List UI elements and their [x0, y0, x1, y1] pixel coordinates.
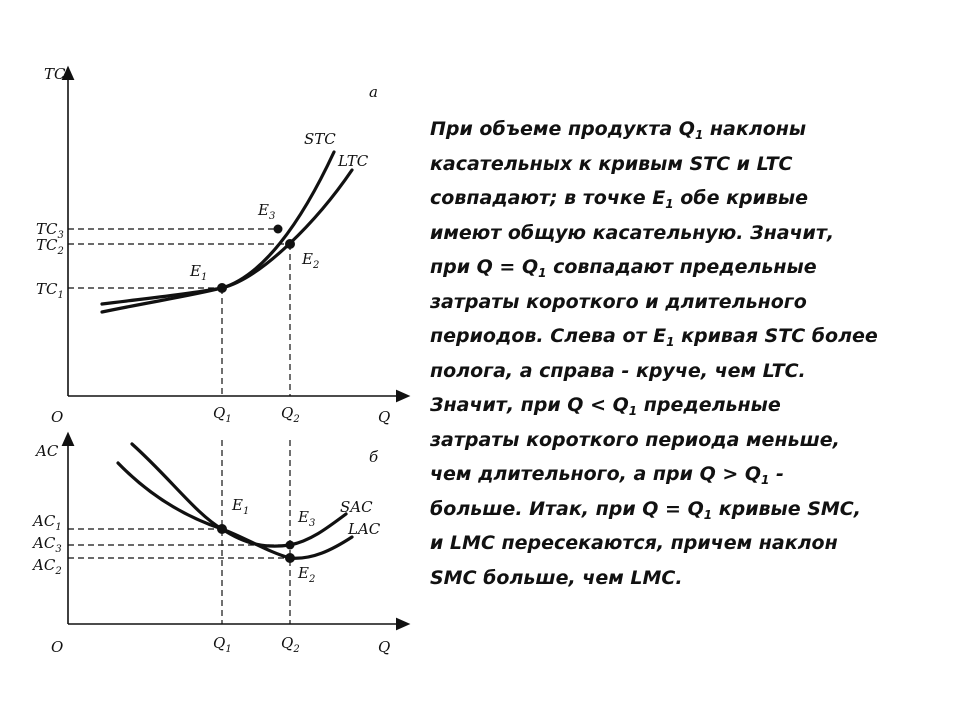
explanation-line: периодов. Слева от $Е_1$ кривая STC более [430, 325, 878, 349]
top-y-axis-label: TC [44, 65, 66, 83]
ltc-label: LTC [338, 152, 369, 170]
tc1-tick: $TC_1$ [36, 280, 64, 301]
point-e1-top [217, 283, 227, 293]
explanation-line: При объеме продукта $Q_1$ наклоны [430, 118, 807, 142]
explanation-line: затраты короткого периода меньше, [430, 428, 840, 451]
bottom-panel-letter: б [369, 448, 379, 466]
e2-label-bottom: $E_2$ [298, 564, 316, 585]
q2-tick-top: $Q_2$ [281, 404, 300, 425]
explanation-line: SMC больше, чем LMC. [430, 566, 683, 589]
ac2-tick: $AC_2$ [33, 556, 62, 577]
point-e2-top [285, 239, 295, 249]
explanation-text [430, 112, 930, 595]
explanation-line: касательных к кривым STC и LTC [430, 152, 793, 175]
explanation-line: и LMC пересекаются, причем наклон [430, 532, 838, 554]
point-e3-top [274, 225, 283, 234]
q1-tick-top: $Q_1$ [213, 404, 232, 425]
stc-label: STC [304, 130, 336, 148]
bottom-origin-label: O [51, 638, 64, 656]
e3-label-top: $E_3$ [258, 201, 276, 222]
bottom-y-axis-label: AC [36, 442, 59, 460]
q1-tick-bottom: $Q_1$ [213, 634, 232, 655]
top-origin-label: O [51, 408, 64, 426]
bottom-chart [31, 438, 404, 656]
point-e3-bottom [286, 541, 295, 550]
explanation-line: Значит, при $Q < Q_1$ предельные [430, 394, 781, 418]
e2-label-top: $E_2$ [302, 250, 320, 271]
explanation-line: чем длительного, а при $Q > Q_1$ - [430, 463, 784, 487]
q2-tick-bottom: $Q_2$ [281, 634, 300, 655]
tc3-tick: $TC_3$ [36, 220, 64, 241]
cost-curves-diagram [0, 0, 420, 720]
ac1-tick: $AC_1$ [33, 512, 62, 533]
e3-label-bottom: $E_3$ [298, 508, 316, 529]
explanation-line: полога, а справа - круче, чем LTC. [430, 359, 806, 382]
top-x-axis-label: Q [378, 408, 391, 426]
lac-label: LAC [348, 520, 381, 538]
tc2-tick: $TC_2$ [36, 236, 64, 257]
sac-label: SAC [340, 498, 373, 516]
point-e2-bottom [285, 553, 295, 563]
explanation-line: совпадают; в точке $Е_1$ обе кривые [430, 187, 808, 211]
explanation-line: имеют общую касательную. Значит, [430, 221, 835, 244]
top-chart [36, 65, 404, 426]
e1-label-bottom: $E_1$ [232, 496, 250, 517]
explanation-line: при $Q = Q_1$ совпадают предельные [430, 256, 817, 280]
top-panel-letter: а [369, 83, 378, 101]
ac3-tick: $AC_3$ [33, 534, 62, 555]
explanation-line: затраты короткого и длительного [430, 290, 807, 313]
explanation-line: больше. Итак, при $Q = Q_1$ кривые SMC, [430, 497, 861, 522]
point-e1-bottom [217, 524, 227, 534]
e1-label-top: $E_1$ [190, 262, 208, 283]
bottom-x-axis-label: Q [378, 638, 391, 656]
